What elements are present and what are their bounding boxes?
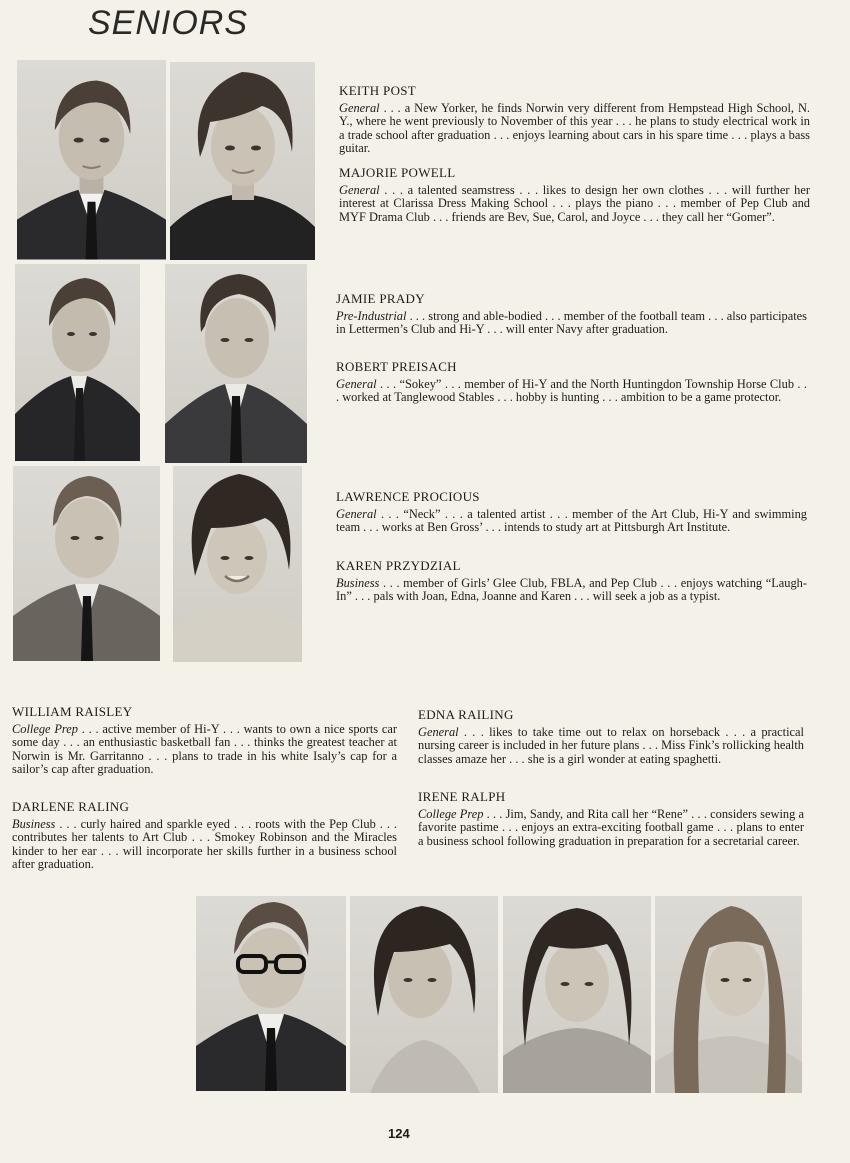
bio-william-raisley <box>12 705 397 777</box>
portrait-image <box>165 264 307 463</box>
portrait-keith-post <box>17 60 166 260</box>
bio-text: . . . a talented seamstress . . . likes to design her own clothes . . . will further her interest at Clarissa Dress Making School . . . plays the piano . . . member of Pep Club and MYF Drama Club . . . friends are Bev, Sue, Carol, and Joyce . . . they call her “Gomer”. <box>339 182 810 224</box>
senior-name: DARLENE RALING <box>12 799 130 814</box>
bio-text: . . . Jim, Sandy, and Rita call her “Rene” . . . considers sewing a favorite pastime . . . enjoys an extra-exciting football game . . . plans to enter a business school following graduation in preparation for a secretarial career. <box>418 806 804 848</box>
bio-irene-ralph <box>418 790 804 848</box>
course-label: Business <box>336 575 380 590</box>
bio-keith-post <box>339 84 810 156</box>
portrait-image <box>15 264 140 461</box>
course-label: General <box>339 100 380 115</box>
course-label: Business <box>12 816 56 831</box>
course-label: General <box>336 376 377 391</box>
bio-text: . . . likes to take time out to relax on horseback . . . a practical nursing career is included in her future plans . . . Miss Fink’s rollicking health classes amaze her . . . she is a girl wonder at eating spaghetti. <box>418 724 804 766</box>
course-label: College Prep <box>418 806 484 821</box>
portrait-lawrence-procious <box>13 466 160 661</box>
senior-name: KAREN PRZYDZIAL <box>336 558 461 573</box>
course-label: General <box>339 182 380 197</box>
portrait-william-raisley <box>196 896 346 1091</box>
bio-lawrence-procious <box>336 490 807 535</box>
bio-text: . . . active member of Hi-Y . . . wants to own a nice sports car some day . . . an enthusiastic basketball fan . . . thinks the greatest teacher at Norwin is Mr. Garritanno . . . plans to trade in his white Isaly’s cap for a sailor’s cap after graduation. <box>12 721 398 777</box>
course-label: College Prep <box>12 721 78 736</box>
senior-name: ROBERT PREISACH <box>336 359 457 374</box>
portrait-image <box>170 62 315 260</box>
portrait-image <box>13 466 160 661</box>
bio-karen-przydzial <box>336 559 807 604</box>
senior-name: IRENE RALPH <box>418 789 506 804</box>
senior-name: LAWRENCE PROCIOUS <box>336 489 480 504</box>
portrait-image <box>503 896 651 1093</box>
senior-name: WILLIAM RAISLEY <box>12 704 133 719</box>
senior-name: EDNA RAILING <box>418 707 514 722</box>
bio-text: . . . curly haired and sparkle eyed . . . roots with the Pep Club . . . contributes her talents to Art Club . . . Smokey Robinson and the Miracles kinder to her ear . . . will incorporate her skills further in a business school after graduation. <box>12 816 397 872</box>
page-number: 124 <box>388 1126 410 1141</box>
bio-jamie-prady <box>336 292 807 337</box>
bio-text: . . . a New Yorker, he finds Norwin very different from Hempstead High School, N. Y., where he went previously to November of this year . . . he plans to study electrical work in a trade school after graduation . . . enjoys learning about cars in his spare time . . . plays a bass guitar. <box>339 100 810 156</box>
bio-text: . . . “Neck” . . . a talented artist . . . member of the Art Club, Hi-Y and swimming team . . . works at Ben Gross’ . . . intends to study art at Pittsburgh Art Institute. <box>336 506 807 535</box>
portrait-image <box>173 466 302 662</box>
senior-name: KEITH POST <box>339 83 417 98</box>
portrait-karen-przydzial <box>173 466 302 662</box>
portrait-image <box>196 896 346 1091</box>
portrait-image <box>17 60 166 260</box>
portrait-darlene-raling <box>350 896 498 1093</box>
portrait-majorie-powell <box>170 62 315 260</box>
bio-darlene-raling <box>12 800 397 872</box>
page-title: SENIORS <box>88 4 249 42</box>
bio-text: . . . member of Girls’ Glee Club, FBLA, and Pep Club . . . enjoys watching “Laugh-In” . . . pals with Joan, Edna, Joanne and Karen . . . will seek a job as a typist. <box>336 575 807 604</box>
portrait-image <box>655 896 802 1093</box>
course-label: General <box>336 506 377 521</box>
portrait-edna-railing <box>503 896 651 1093</box>
senior-name: JAMIE PRADY <box>336 291 425 306</box>
course-label: Pre-Industrial <box>336 308 407 323</box>
portrait-image <box>350 896 498 1093</box>
bio-robert-preisach <box>336 360 807 405</box>
bio-edna-railing <box>418 708 804 766</box>
senior-name: MAJORIE POWELL <box>339 165 456 180</box>
portrait-robert-preisach <box>165 264 307 463</box>
bio-text: . . . strong and able-bodied . . . member of the football team . . . also participates in Lettermen’s Club and Hi-Y . . . will enter Navy after graduation. <box>336 308 807 337</box>
bio-text: . . . “Sokey” . . . member of Hi-Y and the North Huntingdon Township Horse Club . . . worked at Tanglewood Stables . . . hobby is hunting . . . ambition to be a game protector. <box>336 376 807 405</box>
portrait-irene-ralph <box>655 896 802 1093</box>
portrait-jamie-prady <box>15 264 140 461</box>
bio-majorie-powell <box>339 166 810 224</box>
course-label: General <box>418 724 459 739</box>
